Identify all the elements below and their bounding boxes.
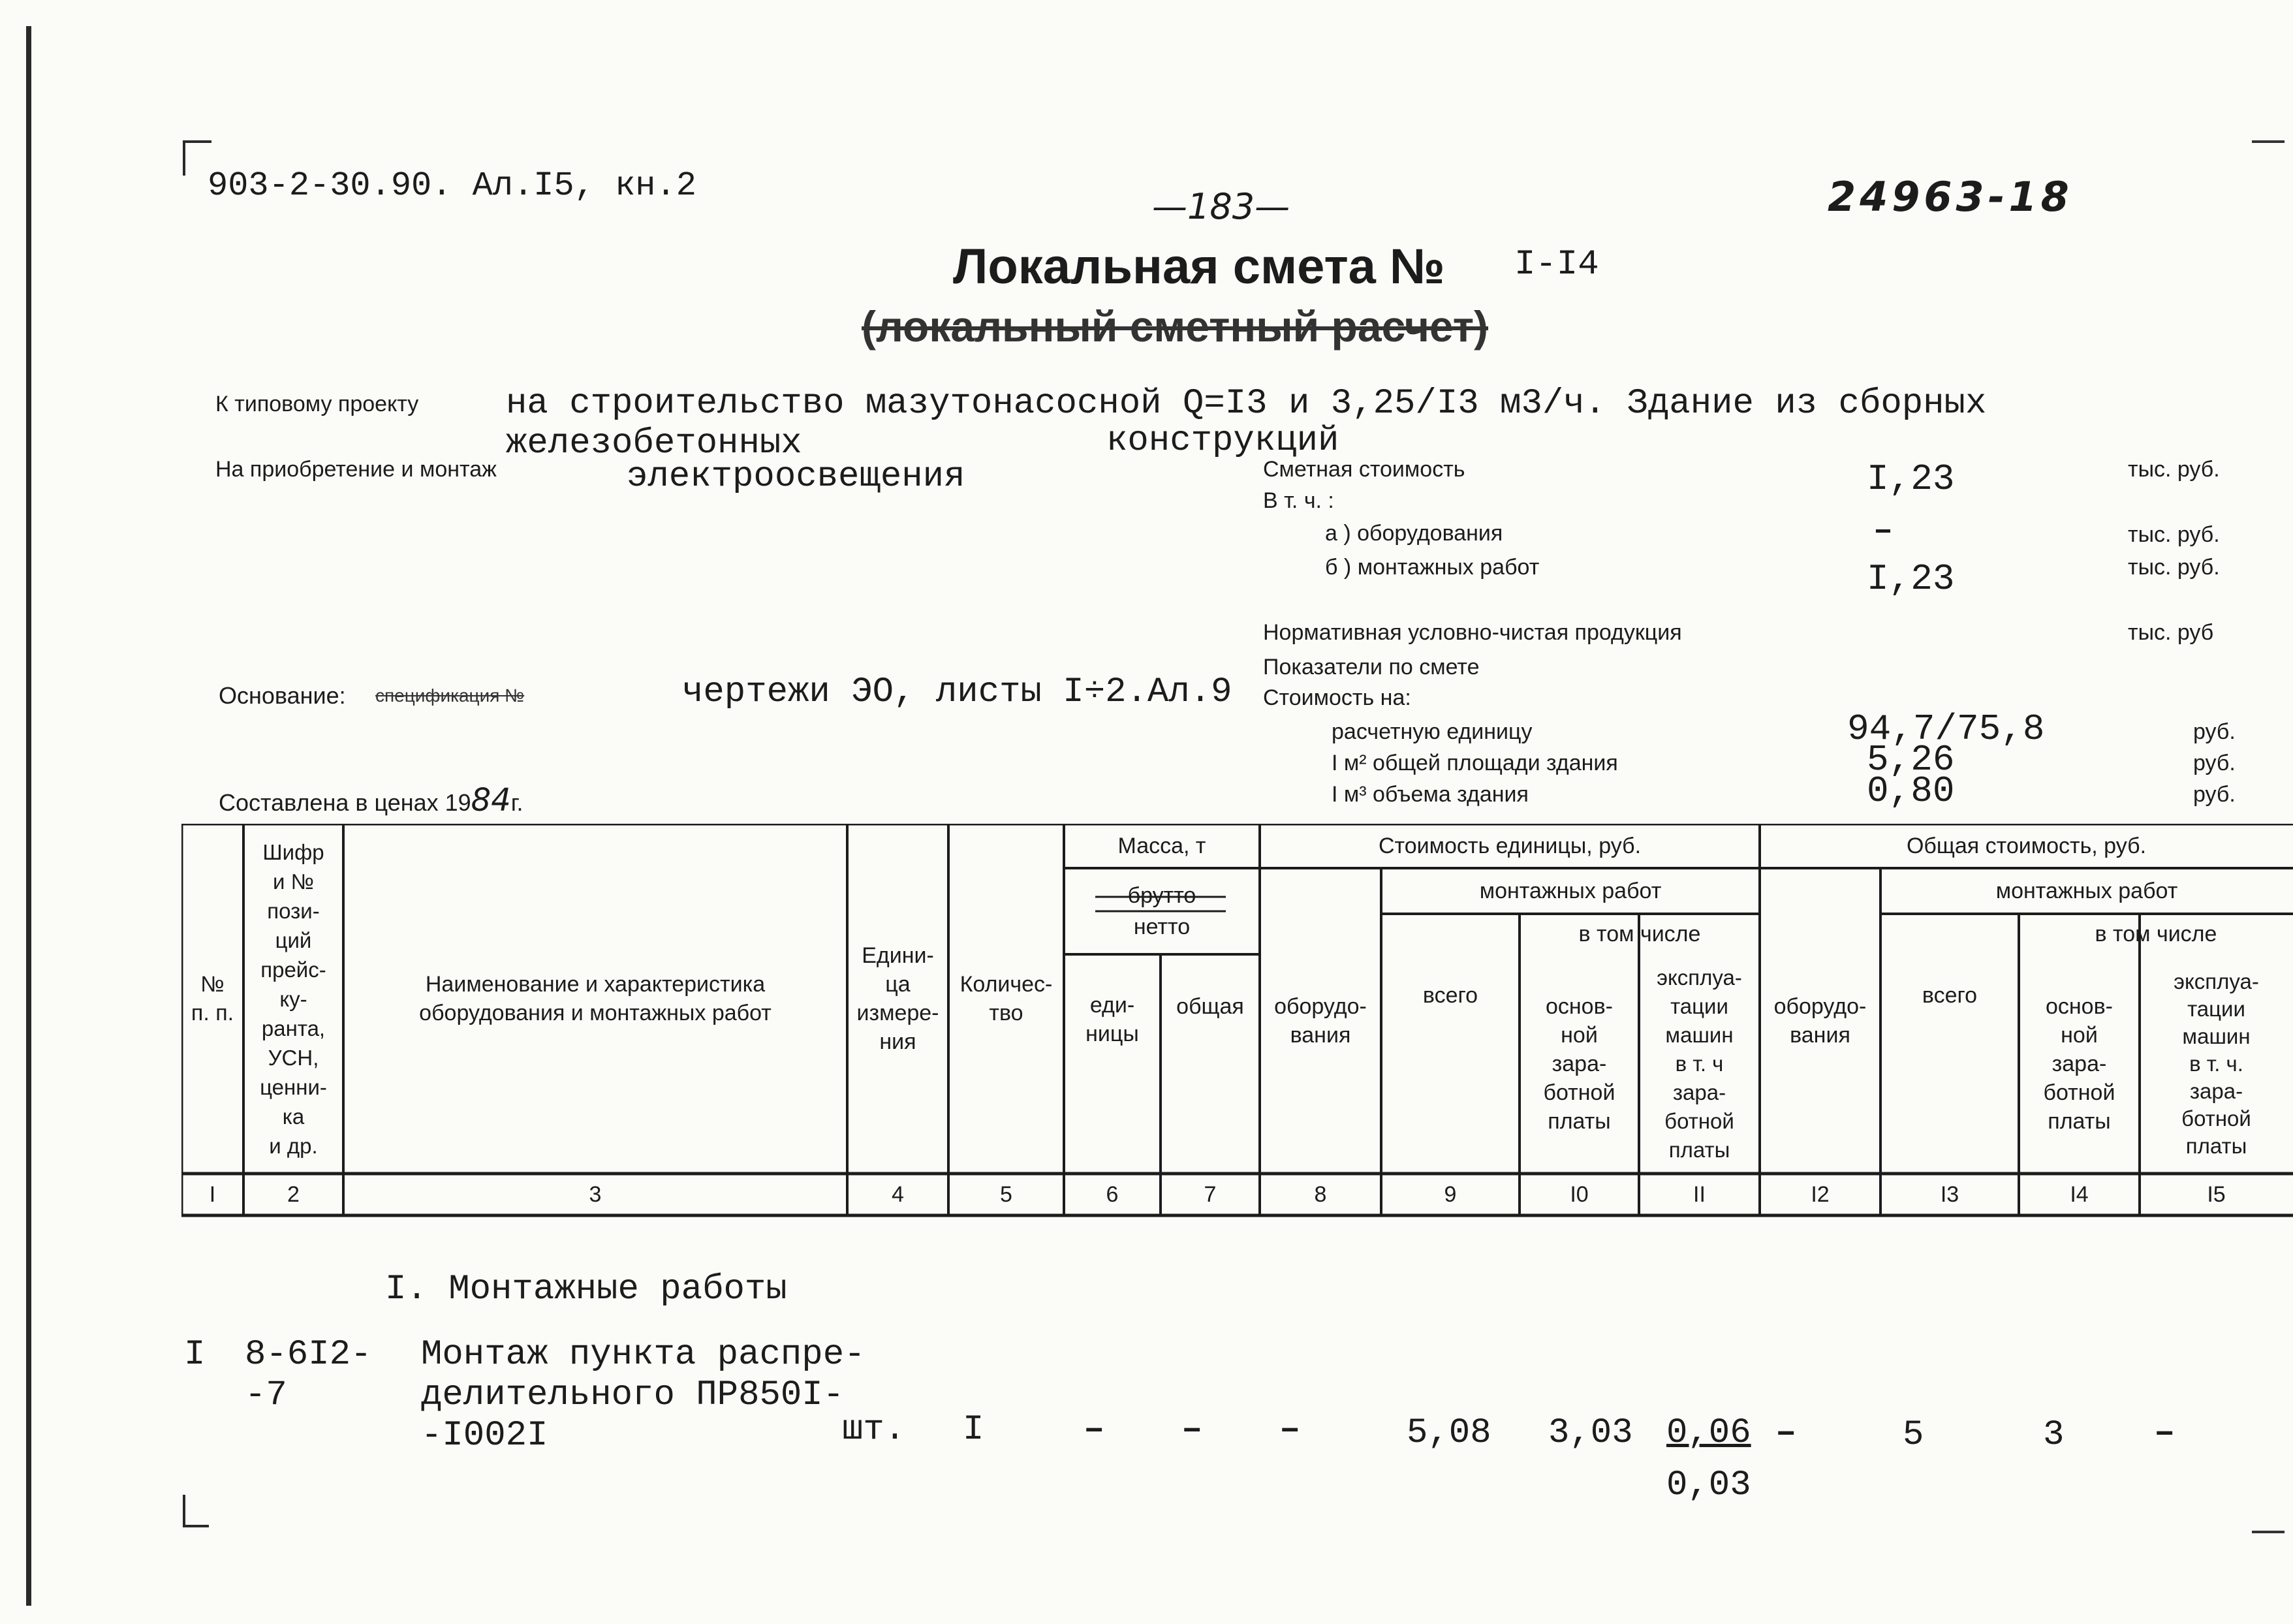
row-machines: 0,06 bbox=[1666, 1413, 1751, 1453]
prices-label-text: Составлена в ценах 19 bbox=[219, 789, 471, 816]
doc-code: 903-2-30.90. Ал.I5, кн.2 bbox=[208, 166, 696, 205]
including-label: В т. ч. : bbox=[1263, 488, 1334, 513]
col-number: 8 bbox=[1314, 1182, 1327, 1207]
purpose-label: На приобретение и монтаж bbox=[215, 457, 497, 482]
struck-subtitle: (локальный сметный расчет) bbox=[862, 302, 1489, 351]
estimate-table bbox=[181, 824, 2283, 1222]
row-unit: шт. bbox=[842, 1410, 906, 1450]
area-value: 5,26 bbox=[1867, 739, 1955, 781]
col-qty-header: Количес- тво bbox=[959, 972, 1053, 1025]
row-total-machines: – bbox=[2154, 1413, 2176, 1453]
equipment-value: – bbox=[1873, 512, 1894, 550]
prices-suffix: г. bbox=[510, 789, 523, 816]
col-number: 2 bbox=[287, 1182, 300, 1207]
col-mass-unit-header: еди- ницы bbox=[1085, 993, 1139, 1046]
unit-value: 94,7/75,8 bbox=[1847, 708, 2045, 750]
row-total-base-pay: 3 bbox=[2043, 1415, 2065, 1455]
col-number: 9 bbox=[1444, 1182, 1457, 1207]
install-header: монтажных работ bbox=[1479, 879, 1662, 903]
row-equipment: – bbox=[1279, 1410, 1301, 1450]
col-no-header: № п. п. bbox=[191, 972, 234, 1025]
area-unit: руб. bbox=[2193, 751, 2236, 775]
unit-unit: руб. bbox=[2193, 719, 2236, 744]
estimated-cost-label: Сметная стоимость bbox=[1263, 457, 1465, 482]
col-number: I bbox=[209, 1182, 216, 1207]
col-number: I4 bbox=[2070, 1182, 2089, 1207]
install-label: б ) монтажных работ bbox=[1325, 555, 1540, 580]
row-equipment-total: – bbox=[1775, 1413, 1797, 1453]
install-value: I,23 bbox=[1867, 558, 1955, 600]
install2-header: монтажных работ bbox=[1995, 879, 2178, 903]
install-unit: тыс. руб. bbox=[2128, 555, 2220, 580]
binder-edge bbox=[26, 26, 31, 1606]
estimated-cost-unit: тыс. руб. bbox=[2128, 457, 2220, 482]
row-qty: I bbox=[963, 1410, 984, 1450]
mass-subheader: брутто нетто bbox=[1127, 883, 1196, 939]
row-total-install: 5 bbox=[1903, 1415, 1924, 1455]
col-number: 3 bbox=[589, 1182, 602, 1207]
col-base-pay2-header: основ- ной зара- ботной платы bbox=[2043, 994, 2115, 1134]
purpose-value: электроосвещения bbox=[627, 457, 965, 497]
col-number: 4 bbox=[892, 1182, 904, 1207]
col-number: I3 bbox=[1940, 1182, 1959, 1207]
page-number: —183— bbox=[1152, 186, 1290, 227]
col-unit-header: Едини- ца измере- ния bbox=[856, 943, 939, 1054]
row-name: Монтаж пункта распре- делительного ПР850I- -I002I bbox=[421, 1335, 866, 1456]
prices-label bbox=[219, 782, 523, 819]
col-machines2-header: эксплуа- тации машин в т. ч. зара- ботной платы bbox=[2174, 969, 2259, 1158]
row-base-pay: 3,03 bbox=[1548, 1413, 1633, 1453]
col-equipment-header: оборудо- вания bbox=[1274, 994, 1367, 1048]
indicators-label: Показатели по смете bbox=[1263, 655, 1480, 679]
col-number: I5 bbox=[2207, 1182, 2226, 1207]
col-total2-header: всего bbox=[1922, 983, 1978, 1008]
unit-cost-header: Стоимость единицы, руб. bbox=[1378, 834, 1642, 858]
col-code-header: Шифр и № пози- ций прейс- ку- ранта, УСН, ценни- ка и др. bbox=[260, 839, 327, 1158]
col-equipment2-header: оборудо- вания bbox=[1773, 994, 1867, 1048]
right-tick-bottom bbox=[2252, 1531, 2285, 1533]
row-mass-total: – bbox=[1181, 1410, 1203, 1450]
col-number: II bbox=[1693, 1182, 1706, 1207]
right-tick-top bbox=[2252, 140, 2285, 143]
estimated-cost-value: I,23 bbox=[1867, 458, 1955, 500]
volume-label: I м³ объема здания bbox=[1332, 782, 1529, 807]
col-number: 6 bbox=[1106, 1182, 1119, 1207]
basis-struck: спецификация № bbox=[375, 685, 525, 706]
net-product-unit: тыс. руб bbox=[2128, 620, 2214, 645]
incl2-header: в том числе bbox=[2095, 922, 2217, 946]
unit-label: расчетную единицу bbox=[1332, 719, 1533, 744]
row-code: 8-6I2- -7 bbox=[245, 1335, 372, 1415]
equipment-label: а ) оборудования bbox=[1325, 521, 1503, 546]
col-number: I2 bbox=[1811, 1182, 1830, 1207]
col-number: 5 bbox=[1000, 1182, 1012, 1207]
col-mass-total-header: общая bbox=[1176, 994, 1244, 1019]
col-total-header: всего bbox=[1422, 983, 1478, 1008]
row-mass-unit: – bbox=[1084, 1410, 1105, 1450]
basis-label: Основание: bbox=[219, 682, 346, 709]
incl-header: в том числе bbox=[1578, 922, 1701, 946]
basis-value: чертежи ЭО, листы I÷2.Ал.9 bbox=[682, 672, 1232, 712]
row-machines-pay: 0,03 bbox=[1666, 1465, 1751, 1505]
row-install-total: 5,08 bbox=[1407, 1413, 1491, 1453]
mass-header: Масса, т bbox=[1117, 834, 1206, 858]
row-no: I bbox=[184, 1335, 206, 1375]
equipment-unit: тыс. руб. bbox=[2128, 522, 2220, 547]
estimate-title: Локальная смета № bbox=[953, 239, 1445, 294]
volume-unit: руб. bbox=[2193, 782, 2236, 807]
net-product-label: Нормативная условно-чистая продукция bbox=[1263, 620, 1682, 645]
project-value: на строительство мазутонасосной Q=I3 и 3,25/I3 м3/ч. Здание из сборных железобетонных bbox=[506, 384, 1987, 463]
estimate-number: I-I4 bbox=[1514, 245, 1599, 285]
area-label: I м² общей площади здания bbox=[1332, 751, 1618, 775]
volume-value: 0,80 bbox=[1867, 770, 1955, 812]
total-cost-header: Общая стоимость, руб. bbox=[1906, 834, 2147, 858]
cost-per-label: Стоимость на: bbox=[1263, 685, 1411, 710]
archive-number: 24963-18 bbox=[1828, 173, 2073, 221]
project-label: К типовому проекту bbox=[215, 392, 419, 416]
col-number: 7 bbox=[1204, 1182, 1217, 1207]
col-base-pay-header: основ- ной зара- ботной платы bbox=[1543, 994, 1615, 1134]
section-title: I. Монтажные работы bbox=[385, 1270, 787, 1309]
corner-mark-bottom-left bbox=[183, 1495, 209, 1527]
col-number: I0 bbox=[1570, 1182, 1589, 1207]
project-value-cont: конструкций bbox=[1106, 421, 1339, 461]
col-machines-header: эксплуа- тации машин в т. ч зара- ботной платы bbox=[1657, 965, 1742, 1162]
col-name-header: Наименование и характеристика оборудования и монтажных работ bbox=[419, 972, 772, 1025]
prices-year: 84 bbox=[471, 782, 511, 819]
